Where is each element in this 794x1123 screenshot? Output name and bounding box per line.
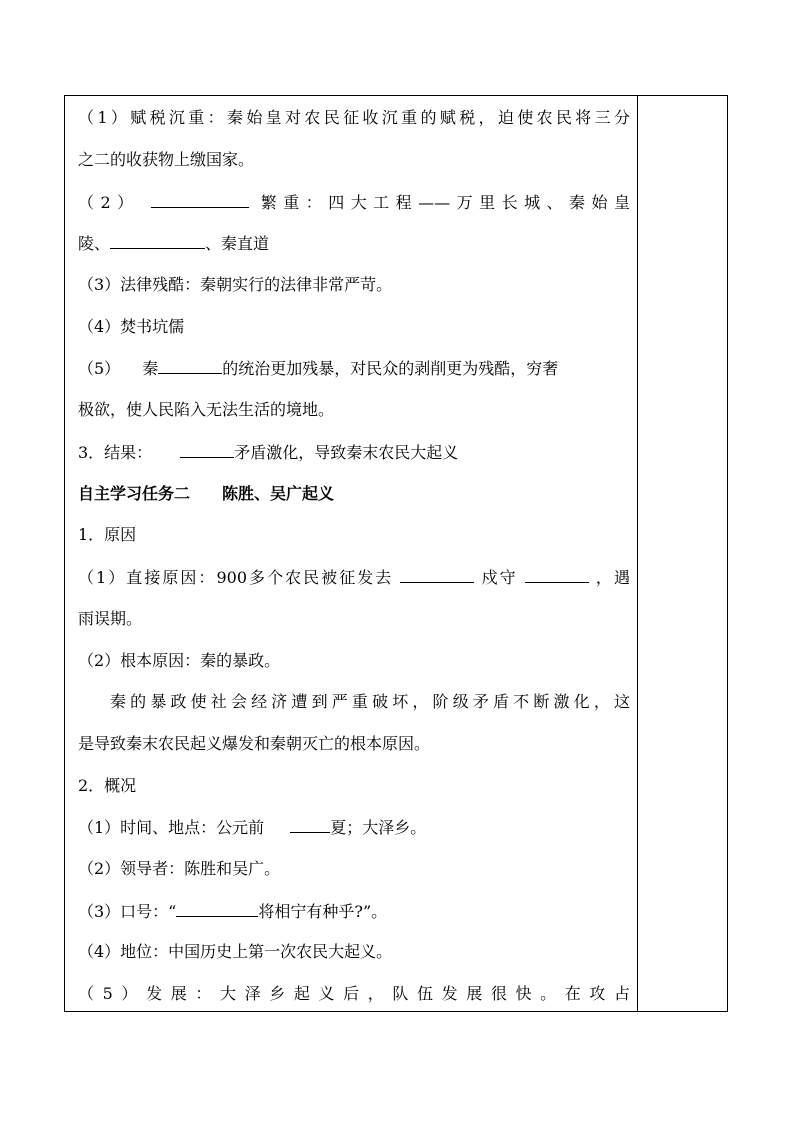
- line-overview-heading: 2．概况: [78, 776, 137, 795]
- line-status: （4）地位：中国历史上第一次农民大起义。: [78, 942, 393, 961]
- line-direct-cause: [78, 565, 630, 589]
- task-heading: [78, 482, 630, 506]
- line-qin-rule: [78, 356, 630, 380]
- text-segment: （1）时间、地点：公元前: [78, 818, 265, 837]
- text-segment: 陵、: [78, 234, 111, 253]
- fill-blank[interactable]: [290, 815, 330, 833]
- line-result: [78, 440, 630, 464]
- text-segment: （1）直接原因：900多个农民被征发去: [78, 568, 394, 587]
- line-labor-cont: [78, 231, 630, 255]
- fill-blank[interactable]: [180, 440, 234, 458]
- text-segment: 秦: [142, 359, 159, 378]
- line-law: （3）法律残酷：秦朝实行的法律非常严苛。: [78, 275, 393, 294]
- section-label: 3．结果：: [78, 443, 153, 462]
- line-explanation-cont: 是导致秦末农民起义爆发和秦朝灭亡的根本原因。: [78, 734, 431, 753]
- line-leaders: （2）领导者：陈胜和吴广。: [78, 859, 281, 878]
- text-segment: 戍守: [481, 568, 518, 587]
- text-segment: （3）口号：“: [78, 902, 177, 921]
- fill-blank[interactable]: [525, 565, 589, 583]
- fill-blank[interactable]: [400, 565, 474, 583]
- task-label: 自主学习任务二: [78, 484, 191, 503]
- text-segment: 将相宁有种乎?”。: [258, 902, 388, 921]
- task-title: 陈胜、吴广起义: [222, 484, 335, 503]
- line-cause-heading: 1．原因: [78, 525, 137, 544]
- line-root-cause: （2）根本原因：秦的暴政。: [78, 651, 281, 670]
- line-time-place: [78, 815, 630, 839]
- text-segment: 、秦直道: [205, 234, 270, 253]
- worksheet-table: [64, 95, 728, 1012]
- line-slogan: [78, 899, 630, 923]
- text-segment: 的统治更加残暴，对民众的剥削更为残酷，穷奢: [222, 359, 559, 378]
- text-segment: 夏；大泽乡。: [330, 818, 427, 837]
- line-book-burning: （4）焚书坑儒: [78, 317, 185, 336]
- fill-blank[interactable]: [151, 190, 249, 208]
- line-labor: [78, 190, 630, 214]
- line-direct-cause-cont: 雨误期。: [78, 609, 143, 628]
- text-segment: ，遇: [595, 568, 630, 587]
- item-number: （5）: [78, 359, 121, 378]
- line-tax-cont: 之二的收获物上缴国家。: [78, 150, 255, 169]
- line-development: （5）发展：大泽乡起义后，队伍发展很快。在攻占: [78, 984, 630, 1003]
- text-segment: 矛盾激化，导致秦末农民大起义: [234, 443, 459, 462]
- line-explanation: 秦的暴政使社会经济遭到严重破坏，阶级矛盾不断激化，这: [110, 692, 630, 711]
- labor-text: 繁重：四大工程——万里长城、秦始皇: [260, 193, 630, 212]
- fill-blank[interactable]: [158, 356, 222, 374]
- fill-blank[interactable]: [110, 231, 205, 249]
- fill-blank[interactable]: [176, 899, 258, 917]
- column-divider: [637, 96, 638, 1011]
- line-qin-rule-cont: 极欲，使人民陷入无法生活的境地。: [78, 400, 335, 419]
- line-tax: （1）赋税沉重：秦始皇对农民征收沉重的赋税，迫使农民将三分: [78, 108, 630, 127]
- item-number: （2）: [78, 193, 140, 212]
